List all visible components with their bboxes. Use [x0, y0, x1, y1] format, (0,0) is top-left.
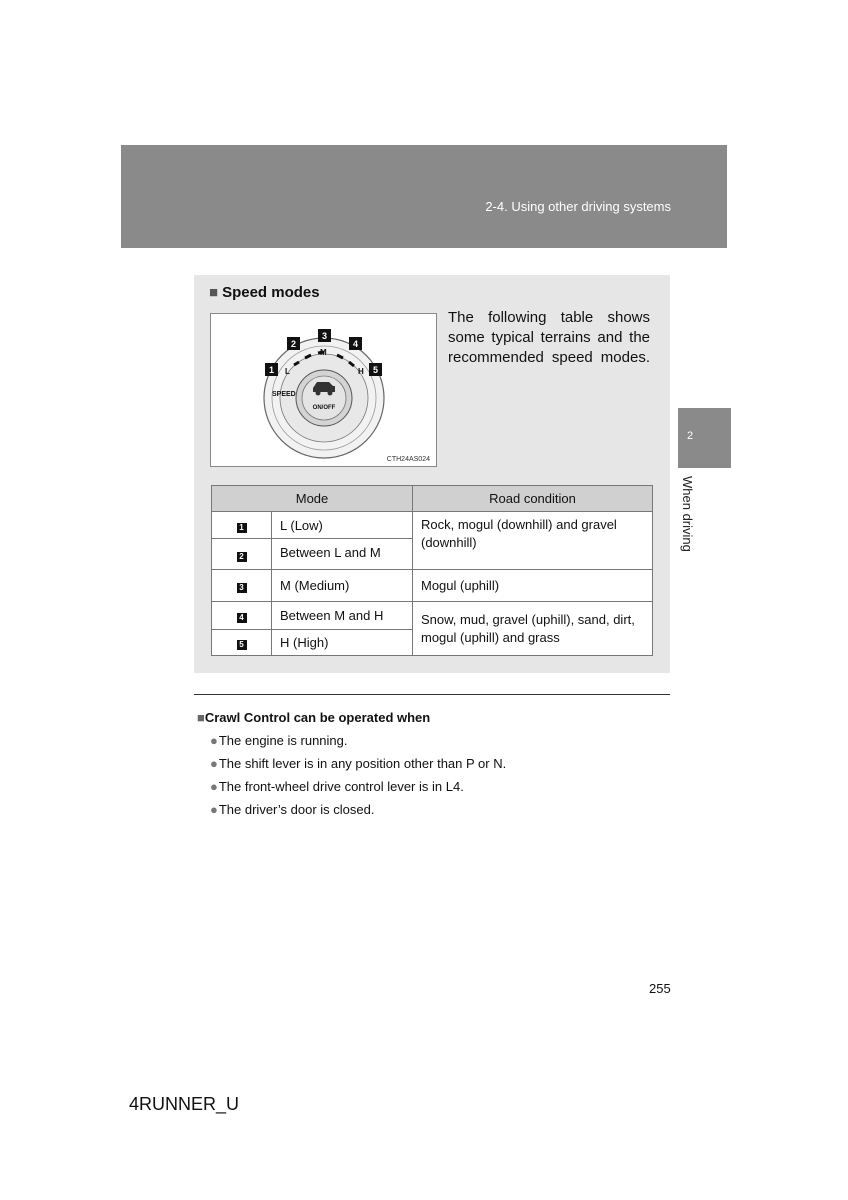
list-item-text: The driver’s door is closed. — [218, 802, 375, 817]
vehicle-wheel-icon — [316, 391, 321, 396]
mode-number-cell — [212, 630, 272, 656]
road-condition-cell: Rock, mogul (downhill) and gravel (downhill) — [413, 512, 653, 570]
mode-cell: M (Medium) — [272, 570, 413, 602]
heading-square-icon: ■ — [209, 284, 219, 301]
section-divider — [194, 694, 670, 695]
speed-dial-illustration — [211, 314, 436, 466]
chapter-header-band — [121, 145, 727, 248]
mode-number-cell — [212, 570, 272, 602]
mode-number-badge: 4 — [237, 613, 247, 623]
bullet-icon: ● — [210, 802, 218, 817]
mode-column-header: Mode — [212, 486, 413, 512]
letter-l: L — [285, 367, 290, 376]
diagram-code: CTH24AS024 — [386, 456, 430, 463]
onoff-label: ON/OFF — [312, 405, 336, 411]
callout-3-label: 3 — [321, 331, 328, 341]
page-number: 255 — [649, 981, 671, 996]
bullet-icon: ● — [210, 756, 218, 771]
bullet-icon: ● — [210, 779, 218, 794]
list-item — [210, 779, 506, 802]
section-title: 2-4. Using other driving systems — [485, 199, 671, 214]
chapter-number: 2 — [687, 430, 694, 442]
list-item-text: The shift lever is in any position other than P or N. — [218, 756, 507, 771]
mode-number-badge: 1 — [237, 523, 247, 533]
speed-modes-intro: The following table shows some typical terrains and the recommended speed modes. — [448, 309, 650, 366]
callout-1-label: 1 — [268, 365, 275, 375]
letter-m: M — [320, 348, 327, 357]
mode-cell: H (High) — [272, 630, 413, 656]
mode-number-cell — [212, 602, 272, 630]
speed-modes-heading — [209, 284, 320, 301]
heading-square-icon: ■ — [197, 710, 205, 725]
mode-cell: Between M and H — [272, 602, 413, 630]
callout-5-label: 5 — [372, 365, 379, 375]
letter-h: H — [358, 367, 364, 376]
list-item-text: The engine is running. — [218, 733, 348, 748]
list-item — [210, 802, 506, 825]
mode-cell: L (Low) — [272, 512, 413, 539]
list-item — [210, 756, 506, 779]
callout-2-label: 2 — [290, 339, 297, 349]
footer-model-code: 4RUNNER_U — [129, 1094, 240, 1114]
chapter-label: When driving — [680, 476, 695, 552]
list-item — [210, 733, 506, 756]
chapter-side-tab — [678, 408, 731, 468]
road-condition-column-header: Road condition — [413, 486, 653, 512]
speed-label: SPEED — [272, 391, 296, 398]
table-row — [212, 512, 653, 539]
mode-number-badge: 5 — [237, 640, 247, 650]
crawl-conditions-list — [210, 733, 506, 825]
crawl-control-heading-text: Crawl Control can be operated when — [204, 710, 431, 725]
speed-modes-panel — [194, 275, 670, 673]
speed-modes-table — [211, 485, 653, 656]
callout-4-label: 4 — [352, 339, 359, 349]
crawl-control-heading — [197, 710, 430, 725]
road-condition-cell: Snow, mud, gravel (uphill), sand, dirt, mogul (uphill) and grass — [413, 602, 653, 656]
mode-number-badge: 3 — [237, 583, 247, 593]
mode-number-badge: 2 — [237, 552, 247, 562]
vehicle-wheel-icon — [328, 391, 333, 396]
mode-number-cell — [212, 512, 272, 539]
table-header-row — [212, 486, 653, 512]
mode-cell: Between L and M — [272, 539, 413, 570]
bullet-icon: ● — [210, 733, 218, 748]
speed-modes-heading-text: Speed modes — [222, 284, 320, 301]
mode-number-cell — [212, 539, 272, 570]
road-condition-cell: Mogul (uphill) — [413, 570, 653, 602]
speed-dial-diagram — [210, 313, 437, 467]
list-item-text: The front-wheel drive control lever is in L4. — [218, 779, 464, 794]
table-row — [212, 602, 653, 630]
